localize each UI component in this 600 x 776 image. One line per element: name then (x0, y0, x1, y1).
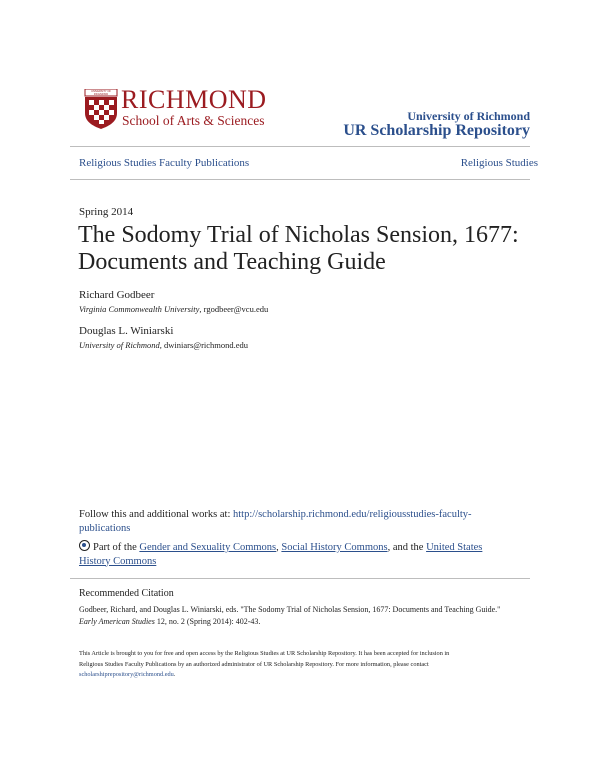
notice-end: . (173, 671, 176, 678)
citation-issue: 12, no. 2 (Spring 2014): 402-43. (154, 616, 261, 626)
publication-date: Spring 2014 (79, 206, 134, 218)
citation-text (79, 604, 529, 627)
citation-divider (70, 578, 530, 579)
contact-email-link[interactable]: scholarshiprepository@richmond.edu (79, 671, 174, 678)
citation-line-1: Godbeer, Richard, and Douglas L. Winiarski, eds. "The Sodomy Trial of Nicholas Sension, 1677: Documents and Teaching Guide." (79, 605, 501, 614)
author-affiliation: University of Richmond, dwiniars@richmond.edu (79, 340, 249, 350)
us-history-commons-link-cont[interactable]: History Commons (79, 555, 157, 567)
affiliation-name: Virginia Commonwealth University (79, 304, 200, 314)
follow-prefix: Follow this and additional works at: (79, 509, 233, 520)
author-name: Douglas L. Winiarski (79, 325, 174, 337)
social-history-commons-link[interactable]: Social History Commons (281, 542, 388, 553)
notice-line-1: This Article is brought to you for free and open access by the Religious Studies at UR Scholarship Repository. It has been accepted for inclusion in (79, 650, 450, 657)
repository-name-link[interactable]: UR Scholarship Repository (343, 122, 530, 139)
title-line-2: Documents and Teaching Guide (78, 249, 386, 275)
part-of-prefix: Part of the (93, 542, 140, 553)
journal-name: Early American Studies (79, 616, 155, 626)
logo-subtitle: School of Arts & Sciences (122, 113, 265, 128)
notice-line-2: Religious Studies Faculty Publications by an authorized administrator of UR Scholarship Repository. For more information, please contact (79, 660, 429, 668)
collection-url-link[interactable]: http://scholarship.richmond.edu/religiousstudies-faculty- (233, 509, 472, 520)
us-history-commons-link[interactable]: United States (426, 542, 483, 553)
nav-divider (70, 179, 530, 180)
separator: , (276, 542, 282, 553)
author-email: dwiniars@richmond.edu (163, 340, 249, 350)
notice-line-3 (79, 670, 531, 681)
access-notice (79, 649, 531, 681)
shield-caption: UNIVERSITY OF RICHMOND (91, 90, 111, 96)
affiliation-name: University of Richmond (79, 340, 160, 350)
commons-icon (79, 540, 90, 551)
author-email: rgodbeer@vcu.edu (203, 304, 269, 314)
gender-sexuality-commons-link[interactable]: Gender and Sexuality Commons (139, 542, 277, 553)
header-divider (70, 146, 530, 147)
logo-wordmark: RICHMOND (121, 85, 267, 114)
author-affiliation: Virginia Commonwealth University, rgodbeer@vcu.edu (79, 304, 269, 314)
religious-studies-link[interactable]: Religious Studies (460, 157, 538, 169)
citation-heading: Recommended Citation (79, 588, 174, 599)
follow-section (79, 508, 519, 535)
repository-university[interactable]: University of Richmond (407, 109, 530, 123)
faculty-publications-link[interactable]: Religious Studies Faculty Publications (79, 157, 250, 169)
author-name: Richard Godbeer (79, 289, 155, 301)
citation-line-2 (79, 616, 529, 628)
article-title (78, 222, 538, 276)
part-of-section (79, 540, 519, 568)
collection-url-link-cont[interactable]: publications (79, 522, 131, 534)
title-line-1: The Sodomy Trial of Nicholas Sension, 1677: (78, 222, 519, 248)
separator: , and the (387, 542, 427, 553)
